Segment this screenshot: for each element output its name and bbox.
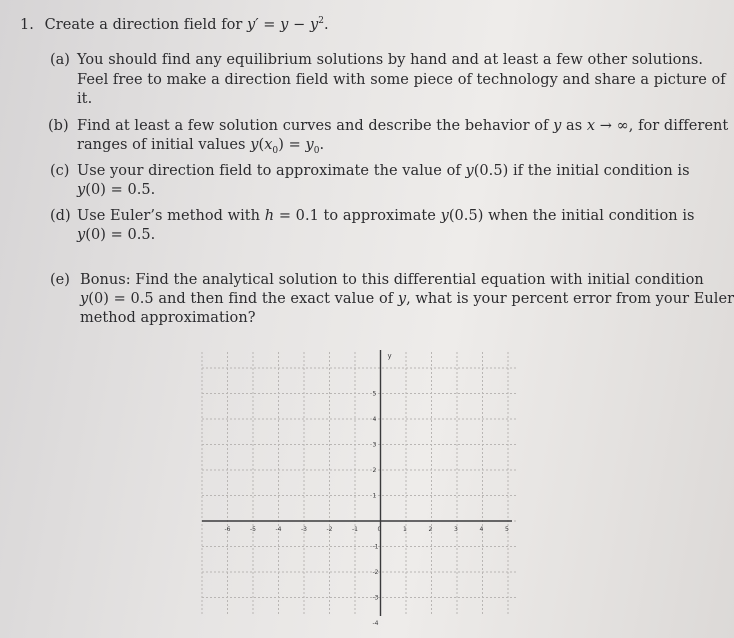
part-e-line2-y2: y <box>397 291 407 307</box>
direction-field-grid <box>198 348 520 627</box>
part-e-line2 <box>80 291 734 308</box>
part-b-line2-end: . <box>319 137 325 153</box>
y-tick-label: -1 <box>372 543 379 551</box>
y-tick-label: 2 <box>372 467 377 474</box>
part-c-line2-y: y <box>77 182 86 198</box>
part-b-arrow: → ∞ <box>599 118 629 134</box>
part-c-line2-rest: (0) = 0.5. <box>85 182 156 198</box>
part-c-label: (c) <box>50 163 70 179</box>
y-tick-label: -4 <box>372 620 379 627</box>
y-tick-label: 4 <box>372 416 377 423</box>
part-c-line1 <box>77 163 690 180</box>
part-d-line1-post: (0.5) when the initial condition is <box>448 208 695 224</box>
x-tick-label: 1 <box>403 526 407 533</box>
x-tick-label: -1 <box>352 526 358 533</box>
part-d-h: h <box>264 208 275 224</box>
part-e-line2-y: y <box>80 291 89 307</box>
x-tick-label: 4 <box>479 526 484 533</box>
part-c-line1-y: y <box>465 163 474 179</box>
part-d-line2 <box>77 227 155 244</box>
x-tick-label: 5 <box>505 526 509 533</box>
part-d-label: (d) <box>50 208 71 224</box>
part-b-line2-y: y <box>250 137 259 153</box>
eq-exp: 2 <box>318 16 324 26</box>
part-e-line1: Bonus: Find the analytical solution to this differential equation with initial condition <box>80 272 704 288</box>
y-axis-label: y <box>387 352 392 360</box>
x-tick-label: -5 <box>250 526 256 533</box>
x-tick-label: 2 <box>428 526 433 533</box>
part-c-line1-pre: Use your direction field to approximate the value of <box>77 163 461 179</box>
part-b-as: as <box>566 118 583 134</box>
y-tick-label: -2 <box>372 569 379 576</box>
problem-number: 1. <box>20 17 34 33</box>
x-tick-label: -6 <box>224 526 231 533</box>
part-b-line2-eq: ) = <box>278 137 301 153</box>
problem-header: 1. Create a direction field for $y' = y - y^2$. <box>20 16 329 33</box>
part-e-line2-mid: (0) = 0.5 and then find the exact value of <box>88 291 394 307</box>
x-tick-label: 0 <box>377 526 382 533</box>
grid-svg <box>198 348 520 627</box>
part-c-line2 <box>77 182 155 199</box>
problem-intro: Create a direction field for <box>44 17 243 33</box>
part-a-line3: it. <box>77 91 93 107</box>
part-e-label: (e) <box>50 272 70 288</box>
part-b-var-y: y <box>553 118 562 134</box>
y-tick-label: 1 <box>372 492 377 500</box>
part-b-line2-x: x <box>264 137 273 153</box>
part-b-line2-y0sub: 0 <box>313 145 320 156</box>
part-d-line2-y: y <box>77 227 86 243</box>
part-b-var-x: x <box>586 118 596 134</box>
part-a-line2: Feel free to make a direction field with some piece of technology and share a picture of <box>77 72 726 88</box>
y-tick-label: 5 <box>372 390 377 398</box>
part-a-line1: You should find any equilibrium solutions by hand and at least a few other solutions. <box>77 52 703 68</box>
part-b-line2: ranges of initial values $y(x_0) = y_0$. <box>77 137 325 156</box>
part-d-line1-mid: = 0.1 to approximate <box>278 208 436 224</box>
part-b-line1 <box>77 118 728 135</box>
part-e-line3: method approximation? <box>80 310 256 326</box>
part-a-label: (a) <box>50 52 70 68</box>
x-tick-label: -4 <box>275 526 282 533</box>
part-d-line1-y: y <box>440 208 449 224</box>
part-b-line1-post: , for different <box>628 118 729 134</box>
part-b-line2-sub: 0 <box>272 145 279 156</box>
part-d-line1-pre: Use Euler’s method with <box>77 208 261 224</box>
part-b-line1-pre: Find at least a few solution curves and describe the behavior of <box>77 118 549 134</box>
eq-lhs: y′ <box>247 17 259 33</box>
x-tick-label: 3 <box>454 526 458 533</box>
part-b-label: (b) <box>48 118 69 134</box>
y-tick-label: -3 <box>372 594 379 602</box>
eq-rhs-a: y <box>280 17 289 33</box>
x-tick-label: -3 <box>301 526 307 533</box>
part-d-line2-rest: (0) = 0.5. <box>85 227 156 243</box>
part-b-line2-y0: y <box>305 137 314 153</box>
part-d-line1 <box>77 208 695 225</box>
y-tick-label: 3 <box>372 441 377 449</box>
part-c-line1-val: (0.5) if the initial condition is <box>473 163 690 179</box>
x-tick-label: -2 <box>326 526 333 533</box>
part-b-line2-pre: ranges of initial values <box>77 137 246 153</box>
eq-trail: . <box>323 17 329 33</box>
eq-rhs-b: y <box>309 17 319 33</box>
part-e-line2-post: , what is your percent error from your Euler <box>406 291 734 307</box>
